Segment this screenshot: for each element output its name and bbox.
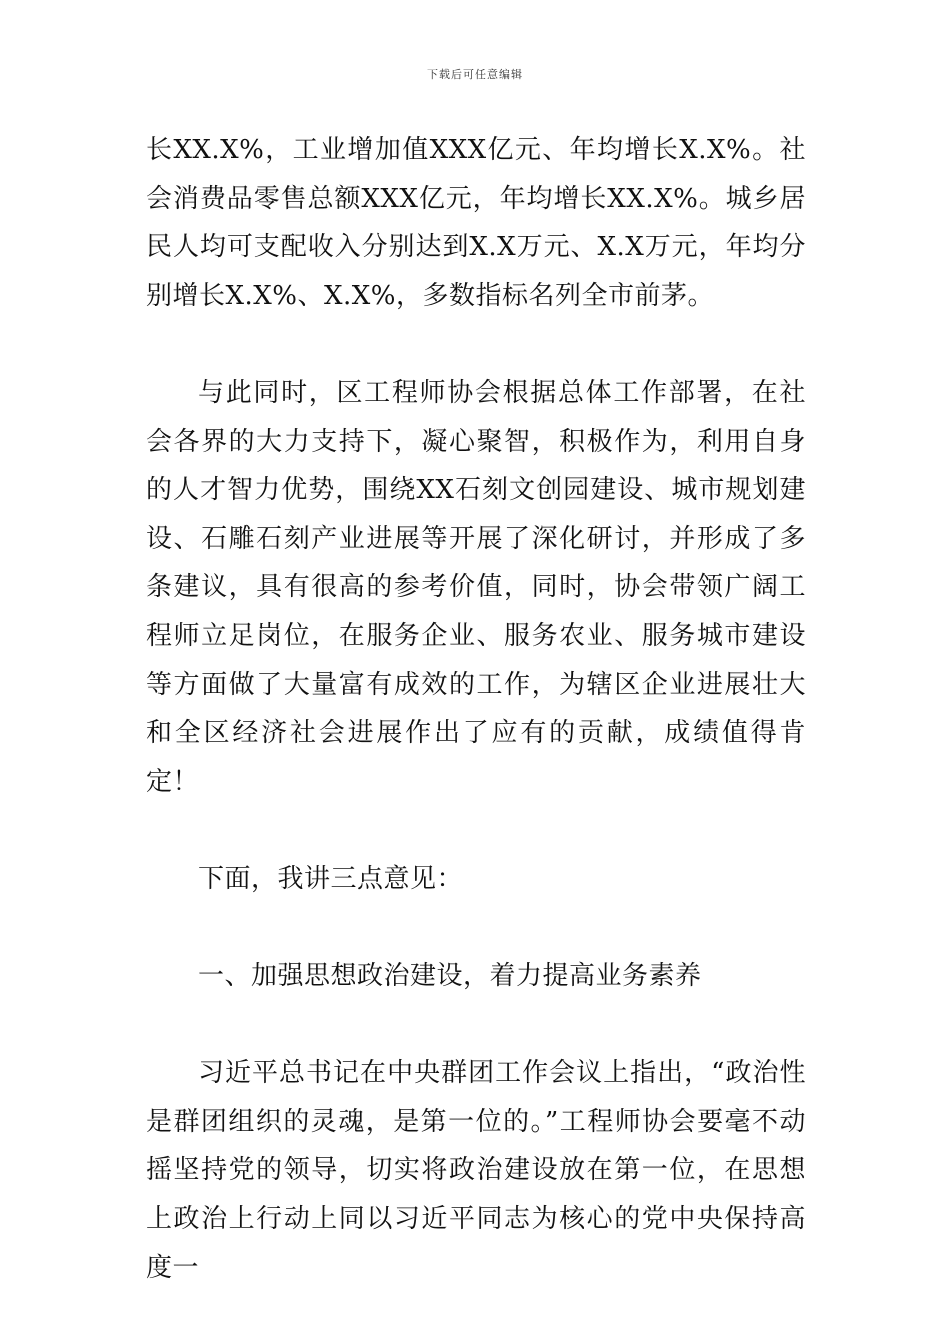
paragraph-association-work: 与此同时，区工程师协会根据总体工作部署，在社会各界的大力支持下，凝心聚智，积极作为，利用自身的人才智力优势，围绕XX石刻文创园建设、城市规划建设、石雕石刻产业进展等开展了深化研讨，并形成了多条建议，具有很高的参考价值，同时，协会带领广阔工程师立足岗位，在服务企业、服务农业、服务城市建设等方面做了大量富有成效的工作，为辖区企业进展壮大和全区经济社会进展作出了应有的贡献，成绩值得肯定！ bbox=[146, 377, 806, 797]
paragraph-gap bbox=[146, 320, 806, 369]
paragraph-gap bbox=[146, 806, 806, 855]
section-heading-one: 一、加强思想政治建设，着力提高业务素养 bbox=[198, 961, 702, 992]
document-body bbox=[146, 126, 806, 1292]
paragraph-intro-points: 下面，我讲三点意见： bbox=[198, 863, 464, 894]
paragraph-gap bbox=[146, 904, 806, 953]
page-header: 下载后可任意编辑 bbox=[427, 68, 523, 81]
paragraph-gap bbox=[146, 1001, 806, 1050]
paragraph-continued: 长XX.X%，工业增加值XXX亿元、年均增长X.X%。社会消费品零售总额XXX亿元，年均增长XX.X%。城乡居民人均可支配收入分别达到X.X万元、X.X万元，年均分别增长X.X%、X.X%，多数指标名列全市前茅。 bbox=[146, 135, 806, 311]
paragraph-political-building: 习近平总书记在中央群团工作会议上指出，“政治性是群团组织的灵魂，是第一位的。”工程师协会要毫不动摇坚持党的领导，切实将政治建设放在第一位，在思想上政治上行动上同以习近平同志为核心的党中央保持高度一 bbox=[146, 1058, 806, 1283]
